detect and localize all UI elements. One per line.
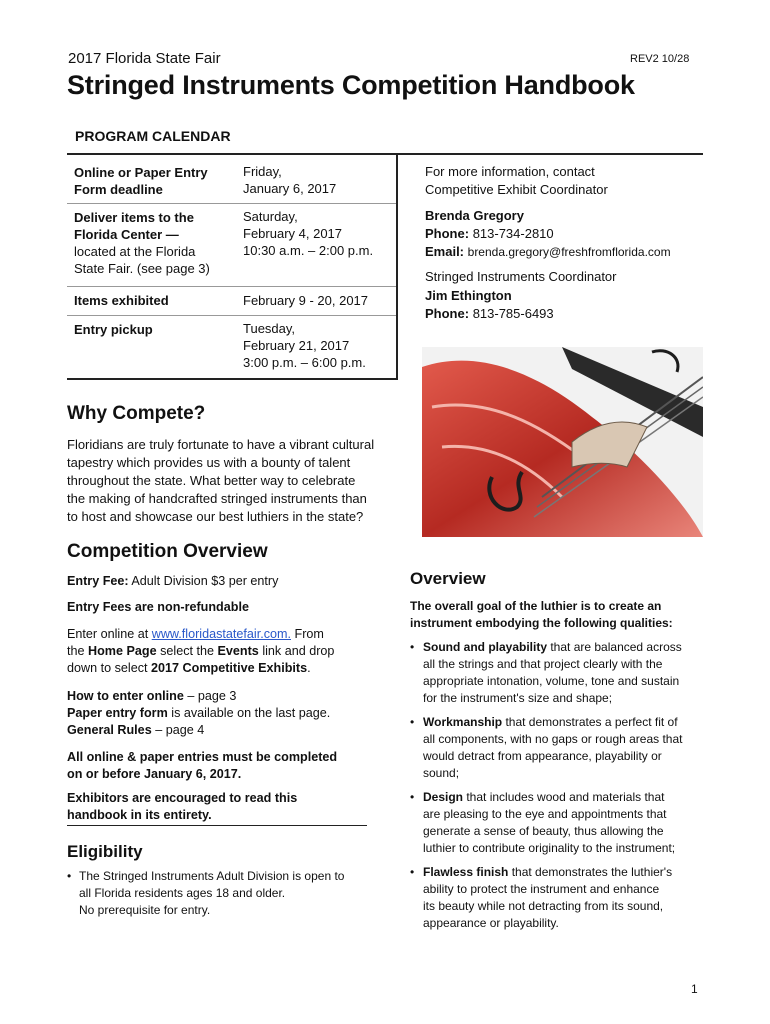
text: From xyxy=(291,627,324,641)
quality-finish xyxy=(410,864,710,932)
why-line: Floridians are truly fortunate to have a vibrant cultural xyxy=(67,437,375,452)
quality-design xyxy=(410,789,710,857)
events-term: Events xyxy=(217,644,259,658)
ref-label: General Rules xyxy=(67,723,152,737)
quality-line: are pleasing to the eye and appointments that xyxy=(423,807,667,821)
overview-intro xyxy=(410,598,710,632)
overview-heading: Overview xyxy=(410,569,486,588)
enter-online-line xyxy=(67,626,377,643)
eligibility-line: No prerequisite for entry. xyxy=(79,903,211,917)
quality-line: that includes wood and materials that xyxy=(463,790,665,804)
text: . xyxy=(307,661,311,675)
calendar-label: Items exhibited xyxy=(74,293,169,308)
calendar-value-line: 10:30 a.m. – 2:00 p.m. xyxy=(243,243,374,258)
contact-info xyxy=(398,153,703,321)
calendar-value-line: January 6, 2017 xyxy=(243,181,337,196)
quality-line: for the instrument's size and shape; xyxy=(423,691,613,705)
calendar-label-line: State Fair. (see page 3) xyxy=(74,261,210,276)
calendar-label-line: Online or Paper Entry xyxy=(74,165,208,180)
encourage-note xyxy=(67,790,377,824)
overview-intro-line: The overall goal of the luthier is to create an xyxy=(410,599,662,613)
calendar-heading: PROGRAM CALENDAR xyxy=(75,128,231,144)
ref-value: is available on the last page. xyxy=(167,706,331,720)
quality-line: generate a sense of beauty, thus allowing the xyxy=(423,824,664,838)
quality-line: its beauty while not detracting from its sound, xyxy=(423,899,664,913)
why-line: tapestry which provides us with a bounty of talent xyxy=(67,455,351,470)
quality-sound xyxy=(410,639,710,707)
calendar-row-items-exhibited xyxy=(67,286,396,316)
calendar-value-line: Friday, xyxy=(243,164,282,179)
exhibits-term: 2017 Competitive Exhibits xyxy=(151,661,308,675)
fair-website-link[interactable]: www.floridastatefair.com. xyxy=(151,627,291,641)
page-title: Stringed Instruments Competition Handbook xyxy=(67,70,635,100)
contact-name: Brenda Gregory xyxy=(425,208,524,223)
calendar-value xyxy=(243,208,373,259)
quality-term: Workmanship xyxy=(423,715,503,729)
quality-text xyxy=(423,639,710,707)
calendar-value-line: February 4, 2017 xyxy=(243,226,343,241)
fair-name: 2017 Florida State Fair xyxy=(68,50,221,67)
calendar-value xyxy=(243,320,366,371)
email-value[interactable]: brenda.gregory@freshfromflorida.com xyxy=(467,245,671,259)
quality-line: that demonstrates the luthier's xyxy=(508,865,673,879)
why-line: throughout the state. What better way to celebrate xyxy=(67,473,356,488)
deadline-line: on or before January 6, 2017. xyxy=(67,767,242,781)
calendar-label xyxy=(74,209,210,277)
quality-line: ability to protect the instrument and enhance xyxy=(423,882,660,896)
text: Enter online at xyxy=(67,627,152,641)
quality-text xyxy=(423,714,710,782)
contact-intro xyxy=(425,163,608,199)
quality-text xyxy=(423,789,710,857)
calendar-label xyxy=(74,164,208,198)
home-page-term: Home Page xyxy=(88,644,157,658)
contact-intro-line: Competitive Exhibit Coordinator xyxy=(425,182,608,197)
entry-fee xyxy=(67,573,377,590)
coordinator-phone xyxy=(425,305,554,323)
bullet-icon: • xyxy=(410,715,415,729)
calendar-label-line: Deliver items to the xyxy=(74,210,194,225)
eligibility-list xyxy=(67,868,377,919)
calendar-label-line: Form deadline xyxy=(74,182,163,197)
text: the xyxy=(67,644,89,658)
quality-line: all components, with no gaps or rough areas that xyxy=(423,732,683,746)
why-compete-paragraph xyxy=(67,436,407,526)
why-compete-heading: Why Compete? xyxy=(67,403,206,424)
encourage-line: Exhibitors are encouraged to read this xyxy=(67,791,298,805)
phone-value: 813-734-2810 xyxy=(472,226,554,241)
quality-line: sound; xyxy=(423,766,460,780)
email-label: Email: xyxy=(425,244,465,259)
bullet-icon: • xyxy=(410,640,415,654)
quality-term: Flawless finish xyxy=(423,865,509,879)
calendar-value-line: February 21, 2017 xyxy=(243,338,350,353)
entry-fee-value: Adult Division $3 per entry xyxy=(128,574,279,588)
calendar-label-line: Florida Center — xyxy=(74,227,179,242)
quality-line: appropriate intonation, volume, tone and sustain xyxy=(423,674,680,688)
ref-label: How to enter online xyxy=(67,689,184,703)
encourage-line: handbook in its entirety. xyxy=(67,808,212,822)
enter-online-line xyxy=(67,660,377,677)
calendar-row-deliver xyxy=(67,203,396,287)
calendar-row-entry-pickup xyxy=(67,315,396,379)
page-number: 1 xyxy=(691,982,698,996)
quality-line: luthier to contribute originality to the instrument; xyxy=(423,841,676,855)
calendar-value-line: Tuesday, xyxy=(243,321,296,336)
general-rules-ref xyxy=(67,722,377,739)
non-refundable-note: Entry Fees are non-refundable xyxy=(67,600,249,614)
eligibility-line: all Florida residents ages 18 and older. xyxy=(79,886,286,900)
calendar-value xyxy=(243,163,336,197)
text: link and drop xyxy=(258,644,335,658)
quality-line: would detract from appearance, playability or xyxy=(423,749,662,763)
quality-line: that are balanced across xyxy=(547,640,682,654)
quality-line: appearance or playability. xyxy=(423,916,559,930)
quality-term: Sound and playability xyxy=(423,640,548,654)
calendar-row-entry-deadline xyxy=(67,155,396,204)
competition-overview-heading: Competition Overview xyxy=(67,541,268,562)
phone-label: Phone: xyxy=(425,306,470,321)
ref-label: Paper entry form xyxy=(67,706,168,720)
bullet-icon: • xyxy=(410,790,415,804)
entry-fee-label: Entry Fee: xyxy=(67,574,129,588)
coordinator-role: Stringed Instruments Coordinator xyxy=(425,269,617,284)
bullet-icon: • xyxy=(410,865,415,879)
deadline-line: All online & paper entries must be completed xyxy=(67,750,338,764)
enter-online-paragraph xyxy=(67,626,377,677)
bullet-icon: • xyxy=(67,869,72,883)
calendar-value: February 9 - 20, 2017 xyxy=(243,293,369,308)
contact-intro-line: For more information, contact xyxy=(425,164,595,179)
phone-value: 813-785-6493 xyxy=(472,306,554,321)
program-calendar-table xyxy=(67,153,398,380)
quality-text xyxy=(423,864,710,932)
quality-line: all the strings and that project clearly with the xyxy=(423,657,663,671)
calendar-label: Entry pickup xyxy=(74,322,153,337)
ref-value: – page 3 xyxy=(183,689,237,703)
paper-form-ref xyxy=(67,705,377,722)
calendar-label-line: located at the Florida xyxy=(74,244,196,259)
text: select the xyxy=(156,644,218,658)
phone-label: Phone: xyxy=(425,226,470,241)
quality-workmanship xyxy=(410,714,710,782)
page-references xyxy=(67,688,377,739)
calendar-value-line: 3:00 p.m. – 6:00 p.m. xyxy=(243,355,366,370)
enter-online-line xyxy=(67,643,377,660)
how-to-enter-ref xyxy=(67,688,377,705)
why-line: to host and showcase our best luthiers in the state? xyxy=(67,509,364,524)
section-divider xyxy=(67,825,367,826)
revision-label: REV2 10/28 xyxy=(630,53,690,65)
violin-image xyxy=(422,347,703,537)
calendar-value-line: Saturday, xyxy=(243,209,298,224)
ref-value: – page 4 xyxy=(151,723,205,737)
contact-email xyxy=(425,243,671,261)
coordinator-name: Jim Ethington xyxy=(425,288,512,303)
quality-line: that demonstrates a perfect fit of xyxy=(502,715,678,729)
contact-phone xyxy=(425,225,554,243)
text: down to select xyxy=(67,661,152,675)
eligibility-heading: Eligibility xyxy=(67,842,143,861)
quality-term: Design xyxy=(423,790,464,804)
overview-intro-line: instrument embodying the following qualities: xyxy=(410,616,673,630)
eligibility-line: The Stringed Instruments Adult Division is open to xyxy=(79,869,345,883)
violin-illustration xyxy=(422,347,703,537)
list-item xyxy=(67,868,377,919)
why-line: the making of handcrafted stringed instruments than xyxy=(67,491,367,506)
deadline-note xyxy=(67,749,377,783)
